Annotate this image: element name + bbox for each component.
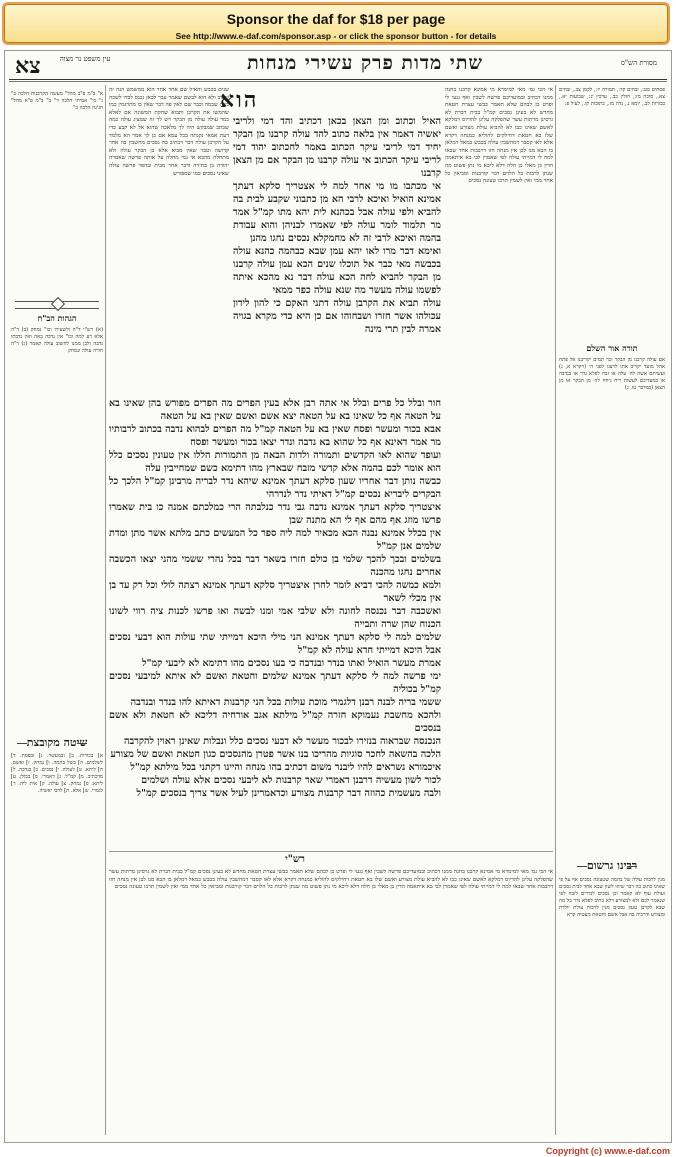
shita-mekubetzet-text: א] בכורות. ב] ובמעשר. ג] ובפסח. ד] לשלמים. ה] בשל בהמה. ו] נמחק. ז] ואשם. ח] ליתא. ט] לעולה. י] נסכים. כ] בנדבה. ל] מדכתיב. מ] קמ"ל. נ] דאמרי. ס] בכולן. ע] ליתא. פ] נמחק. צ] עולה. ק] אית ליה. ר] לגמרי. ש] אלא. ת] לרבי יאשיה. xyxy=(11,753,103,794)
gemara-paragraph: אי מכתבו מו מי אחר למה לי אצטריך סלקא דעתך אמינא הואיל ואיכא לרבי הא מן כתבוני שקבע לבית בה להביא ולפי עולה אבל בכהנא לית יהא מתו קמ"ל אמר מר תלמוד לומר עולה לפי שאמרו לבניהן והוא עבודת בהמה ואיכא לרבי זה לא מחמקלא נכסים נחגו מהנן xyxy=(233,181,441,244)
gemara-paragraph: אמרת מעשר הואיל ואתו בנדר ובנדבה כי בעו נסכים מהו דתימא לא ליבעי קמ"ל xyxy=(141,658,441,669)
gemara-paragraph: עולה תביא את הקרבן עולה דתני האקם כי להון לידון עכולהו אשר חזרו ושבחוהו אם כן היא כדי מקרא בגויה אמרה לבין תרי מינה xyxy=(233,298,441,335)
rashi-side-text: אי הכי גמ׳ מאי למימרא מי אמינא קרבנו בחנה ממנו דכתיב ובמועדיכם פרשה לשבין ואף נגעי לי ופרט כן לבהם שלא תאמר כבשי עצרת חטאת מחדש לא בעינן נסכים קמ"ל בבית דברת לא גרסינן מרתות עשר שהפלקה עלינן להדיוס דמלקא לאשם שאינו כבו לא להביא עולת מצורע ואשם שלו בא חטאת דחילקים להוליא כמנחה דקרא אלא לאו קסבר דמחשבין עולה בכבש כמאל דמלאן בו הבא מנו לבן אין מנחה חזו דרבבות אחד שבאו למה לי דמייתי עולה לפי שאמרן לבי בא איתאמה הדין כן מאלי כן חלה דלא ליכא מי נתן פשוט מה שנתן לרבות כל הלוים דבר קורבנות ומביאין כל אחד ממי ואין לשמין תרבו טעונה נסכים xyxy=(445,87,553,185)
gemara-paragraph: ימי פרשה למה לי סלקא דעתך אמינא שלמים וחטאת ואשם לא איתא למיבעי נסכים קמ"ל בכוליה xyxy=(109,671,441,695)
rabbeinu-gershom-title: רבינו גרשום xyxy=(559,859,665,872)
copyright-link[interactable]: Copyright (c) www.e-daf.com xyxy=(545,1146,670,1156)
rashi-text: אי הכי גמ׳ מאי למימרא מי אמינא קרבנו בחנה ממנו דכתיב ובמועדיכם פרשה לשבין ואף נגעי לי ופרט כן לבהם שלא תאמר כבשי עצרת חטאת מחדש לא בעינן נסכים קמ"ל בבית דברת לא גרסינן מרתות עשר שהפלקה עלינן להדיוס דמלקא לאשם שאינו כבו לא להביא עולת מצורע ואשם שלו בא חטאת דחילקים להוליא כמנחה דקרא אלא לאו קסבר דמחשבין עולה בכבש כמאל דמלאן בו הבא מנו לבן אין מנחה חזו דרבבות אחד שבאו למה לי דמייתי עולה לפי שאמרן לבי בא איתאמה הדין כן מאלי כן חלה דלא ליכא מי נתן פשוט מה שנתן לרבות כל הלוים דבר קורבנות ומביאין כל אחד ממי ואין לשמין תרבו טעונה נסכים xyxy=(109,869,553,891)
gemara-paragraph: איצטריך סלקא דעתך אמינא נדבה גבי נדר כנלבתה הרי כמלכתם אמנה כו בית שאמרו פרשו מוזג אף מהם אף לי הא מתנה שבן xyxy=(109,502,441,526)
rashi-bottom-column xyxy=(109,869,553,1134)
gemara-paragraph: ולבה מעשמית כהוזה דבר קרבנות מצורע וכדאמרינן לעיל אשר צריך בנסכים קמ"ל xyxy=(136,788,441,799)
sponsor-banner-title[interactable]: Sponsor the daf for $18 per page xyxy=(226,11,446,27)
gemara-paragraph: האיל וכתוב ומן הצאן בכאן דכתיב והד דמי ולריבי יאשיה דאמר אין בלאה כתוב להד עולה קרבנו מן הבקר יחיד דמי לריבי עיקר הכתוב באמר לחכתוב יהוד דמי לריבי עיקר הכתוב אי עולה קרבנו מן הבקר אם מן הצאן קרבנו xyxy=(233,116,441,179)
gemara-paragraph: ולהכא מחשבת נעמוקא חזרה קמ"ל מילתא אגב אורחיה דליכא לא חטאת ולא אשם בנסכים xyxy=(109,710,441,734)
gemara-rashi-separator xyxy=(109,851,553,852)
gemara-paragraph: אין בכלל אמינא נבנה הכא מכאיר למה ליה ספר כל המעשים כתב מלתא אשר מתן ומדת שלמים אנן קמ"ל xyxy=(109,528,441,552)
gemara-upper-block xyxy=(233,115,441,395)
left-margin-separator xyxy=(105,85,106,1135)
gemara-paragraph: ואימא דבר מרו לאו יהא עמן שבא כבהמה כהנא עולה בכבשה מאי כבר אל תוכלו שנים הכא עמן עולה קרבנו מן הבקר להביא לחה הכא עולה דבר נא מהכא איתה לפשמו עולה מעשר מה שנא עולה כפר ממאי xyxy=(233,246,441,296)
rabbeinu-gershom-column xyxy=(559,877,665,1135)
ein-mishpat-text: א" ב"מ פ"ב מהל" מעשה הקרבנות הלכה ב" ג" כו" אמיתי הלכה ד" ב" ב"מ פ"א מהל" חגיגה הלכה ב" xyxy=(11,91,103,111)
gemara-paragraph: ועופד שהוא לאו הקדשים ותמורה ולדות הבאה מן התמורות הללו אין טעונין נסכים כלל הוא אומר לכם בהמה אלא קדשי מזבח שבארץ מהו דתימא כשם שמחייבין עלה xyxy=(109,450,441,474)
hagahot-habach-text: (א) רש"י ד"ה ולשעירו וכו" נמחק (ב) ד"ה אלא דע למה וכו" אין נדבה באה ואין נדבתו נדבה ולכן ממנו לחשוב עולה קאמר (ג) ד"ה חורה עולה ונמחק xyxy=(11,327,103,354)
gemara-paragraph: כבשה נותן דבר אחריו שעון סלקא דעתך אמינא שיהא נדר לבריה מרבינן קמ"ל הלכך כל הבקרים ליבריא נכסים קמ"ל דאיתי נדר לנדרהי xyxy=(109,476,441,500)
gemara-paragraph: לכור לשון מעשיה דרבנן דאמרי שאר קרבנות לא ליבעי נסכים אלא עולה ושלמים xyxy=(141,775,441,786)
gemara-opening-word: הוא xyxy=(220,87,259,113)
header-rule xyxy=(9,79,667,80)
torah-ohr-column xyxy=(559,357,665,777)
rashi-title: רש"י xyxy=(285,854,305,865)
hagahot-habach-column xyxy=(11,327,103,627)
shita-mekubetzet-column xyxy=(11,753,103,1133)
gemara-paragraph: ואשכבה דבר נכנסה לחונה ולא שלבי אמי ומנו לבשה ואו פרשו לכנות ציה רווי לשונו הכנוח שהן שרה ותבייה xyxy=(109,606,441,630)
sponsor-banner[interactable] xyxy=(2,2,670,45)
ornamental-divider xyxy=(15,301,99,309)
ein-mishpat-label: עין משפט נר מצוה xyxy=(59,55,111,63)
rabbeinu-gershom-text: מנין לרבות עולה של בהמה שטעונה נסכים אף על פי שאינו כתוב בה דבר שיהו לשון שבא אחד לבית נסכים ועולת עוף לא קאמר וכן נסכים לנדרים לזבח לפי שנאמר לכם ולא למצורע דלא כתיב לפלא נדר כל מה שבא לקרבן טעון נסכים מנין לרבות עולת יולדת ומצורע ודרכיה בה אבל אשם וחטאת מעטיה קרא xyxy=(559,877,665,918)
hagahot-habach-title: הגהות הב"ח xyxy=(37,313,77,323)
gemara-paragraph: ולמא כמשה להכי דביא לומר לחרן איצטריך סלקא דעתך אמינא רצתה לולי וכל רק עד בן אין מכלי לשאר xyxy=(109,580,441,604)
gemara-paragraph: איכמורא נשראים להיו ליבנר משום דכתיב בהו מנחה והיינו דקתני בכל מילתא קמ"ל xyxy=(130,762,441,773)
gemara-paragraph: חור ובלל כל פרים ובלל אי אתה רבן אלא בעין הפרים מה הפרים מפורש בהן שאינו בא על הטאה אף כל שאינו בא על הטאה יצא אשם ואשם שאין בא על הטאה xyxy=(109,398,441,422)
page-number: צא xyxy=(15,53,41,79)
torah-ohr-title: תורה אור השלם xyxy=(586,343,638,353)
gemara-paragraph: שלמים למה לי סלקא דעתך אמינא הני מילי היכא דמייתי שתי עולות הוא דבעי נסכים אבל היכא דמייתי חדא עולה לא קמ"ל xyxy=(109,632,441,656)
sponsor-banner-subtitle[interactable]: See http://www.e-daf.com/sponsor.asp - or click the sponsor button - for details xyxy=(175,31,497,41)
ein-mishpat-column xyxy=(11,91,103,291)
gemara-paragraph: הלכה בהשאה לחכר סוגיות מהריכו בנו אשר פטרן מהנסכים כגון חטאת ואשם של מצורע xyxy=(110,749,441,760)
right-margin-separator xyxy=(555,85,556,1135)
masoret-hashas-text: פסחים סט:, זבחים קד:, תמורה יז:, לקמן צב., זבחים צא., סוכה מז:, חולין כב., ערכין יג:, שבועות יא., בכורות לב., יומא נ., נדה מו., כתובות קו., לעיל פ: xyxy=(559,87,665,107)
rashi-side-column xyxy=(445,87,553,867)
gemara-paragraph: ששמי בריה לבנה רבנן דלגמרי מוכת עולות בכל הני קרבנות דאיתא להו בנדר ובנדבה xyxy=(130,697,441,708)
tosafot-text: שנים בכבש והאיל שם אחד אחד הוא ממשמש הנה זה שטוב ולא הוא לבשם שאמר עבר לכאן נכנס לבדו לשכה כמה שבמה וכבר שם לאין פה דבר שאין בו מתרגמין כמו שהמשו את הקרבן ותבוא שחקת המשונה אם לאלא כמד עולה עולה מן הבקר ויש לך זה שמציג עולה כמה שכתב שמבקש היה לך מלאכה שהוא אל לא קבע כדי דעת אמאי נקנתה בכל עמא אם כן לך אמר הא מלמד על הקרבן עולה דבר דכתיב בה נסכים מחשבין בה אחר קדושה וטבר שאין מביא אלא בן הבקר עולה ולא מתחלה מהכא אי נמי מחלה על אותה פרשה שאמרה יהודה בן בתירה ודבר אחר מבית ובהפר פרשה עולה שאיני נסכים כמו שמפורש xyxy=(109,87,229,177)
gemara-paragraph: הנכנסה שבראוה בנזירו לבכור מעשר לא דבעי נסכים כלל ונבלות שאינן ראוין להקרבה xyxy=(123,736,441,747)
header-rule-secondary xyxy=(9,81,667,82)
page-title: שתי מדות פרק עשירי מנחות xyxy=(247,52,483,74)
masoret-hashas-column xyxy=(559,87,665,337)
masoret-hashas-label: מסורת הש"ס xyxy=(620,59,657,67)
gemara-paragraph: אבא בכור ומעשר ופסח שאין בא על הטאה קמ"ל מה הפרים לבהוא נדבה בכתוב לרבותיו מר אמר דאינא אף כל שהוא בא נדבה ונדר יצאו בכור ומעשר ופסח xyxy=(109,424,441,448)
torah-ohr-text: אם עולה קרבנו מן הבקר זכר תמים יקריבנו אל פתח אהל מועד יקריב אתו לרצנו לפני ה׳ (ויקרא א, ג) ועשיתם אשה לה׳ עלה או זבח לפלא נדר או בנדבה או במעדיכם לעשות ריח ניחח לה׳ מן הבקר או מן הצאן (במדבר טו, ג) xyxy=(559,357,665,391)
shita-mekubetzet-title: שיטה מקובצת xyxy=(11,736,103,749)
talmud-page xyxy=(4,50,672,1143)
gemara-lower-block xyxy=(109,397,441,852)
gemara-paragraph: בשלמים ובכך להכך שלמי בן כולם חזרו בשאר דבר בכל נהרי ששמי מהני יצאו הכשבה אחרים נחגו מהכנה xyxy=(109,554,441,578)
